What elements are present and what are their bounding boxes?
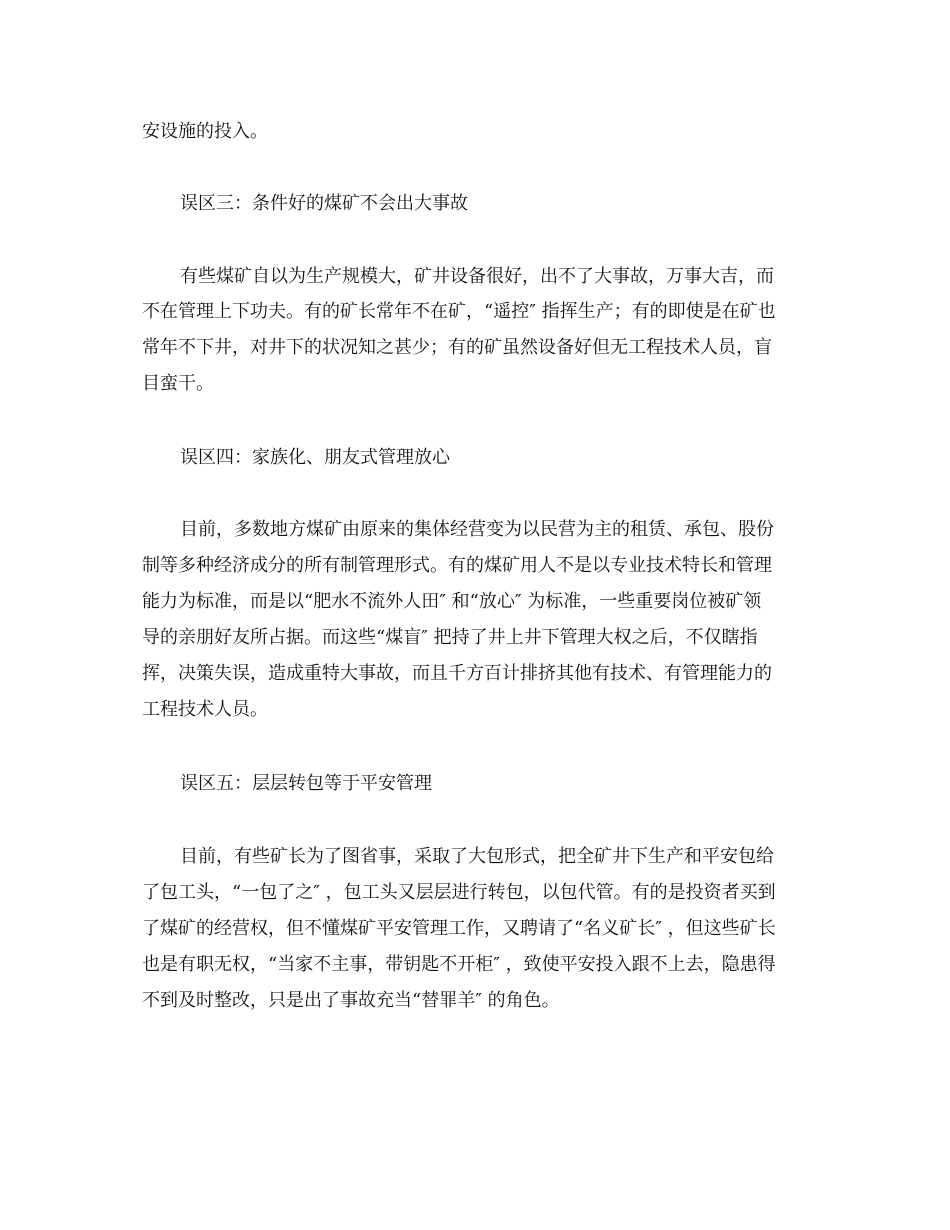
paragraph-line: 了包工头，“一包了之″ ，包工头又层层进行转包，以包代管。有的是投资者买到 [142, 882, 776, 903]
section-heading-4: 误区四：家族化、朋友式管理放心 [180, 447, 450, 468]
paragraph-line: 不到及时整改，只是出了事故充当“替罪羊″ 的角色。 [142, 990, 560, 1011]
paragraph-line: 有些煤矿自以为生产规模大，矿井设备很好，出不了大事故，万事大吉，而 [180, 266, 774, 287]
section-heading-3: 误区三：条件好的煤矿不会出大事故 [180, 193, 468, 214]
paragraph-line: 制等多种经济成分的所有制管理形式。有的煤矿用人不是以专业技术特长和管理 [142, 555, 772, 576]
paragraph-line: 不在管理上下功夫。有的矿长常年不在矿，“遥控″ 指挥生产；有的即使是在矿也 [142, 301, 776, 322]
paragraph-line: 常年不下井，对井下的状况知之甚少；有的矿虽然设备好但无工程技术人员，盲 [142, 337, 772, 358]
paragraph-line: 了煤矿的经营权，但不懂煤矿平安管理工作，又聘请了“名义矿长″ ，但这些矿长 [142, 918, 776, 939]
paragraph-line: 目前，有些矿长为了图省事，采取了大包形式，把全矿井下生产和平安包给 [180, 846, 774, 867]
paragraph-line: 也是有职无权，“当家不主事，带钥匙不开柜″ ，致使平安投入跟不上去，隐患得 [142, 954, 776, 975]
paragraph-line: 目蛮干。 [142, 373, 214, 394]
paragraph-line: 安设施的投入。 [142, 121, 268, 142]
paragraph-line: 工程技术人员。 [142, 699, 268, 720]
section-heading-5: 误区五：层层转包等于平安管理 [180, 773, 432, 794]
paragraph-line: 挥，决策失误，造成重特大事故，而且千方百计排挤其他有技术、有管理能力的 [142, 663, 772, 684]
paragraph-line: 目前，多数地方煤矿由原来的集体经营变为以民营为主的租赁、承包、股份 [180, 519, 774, 540]
paragraph-line: 导的亲朋好友所占据。而这些“煤盲″ 把持了井上井下管理大权之后，不仅瞎指 [142, 627, 758, 648]
paragraph-line: 能力为标准，而是以“肥水不流外人田″ 和“放心″ 为标准，一些重要岗位被矿领 [142, 591, 762, 612]
